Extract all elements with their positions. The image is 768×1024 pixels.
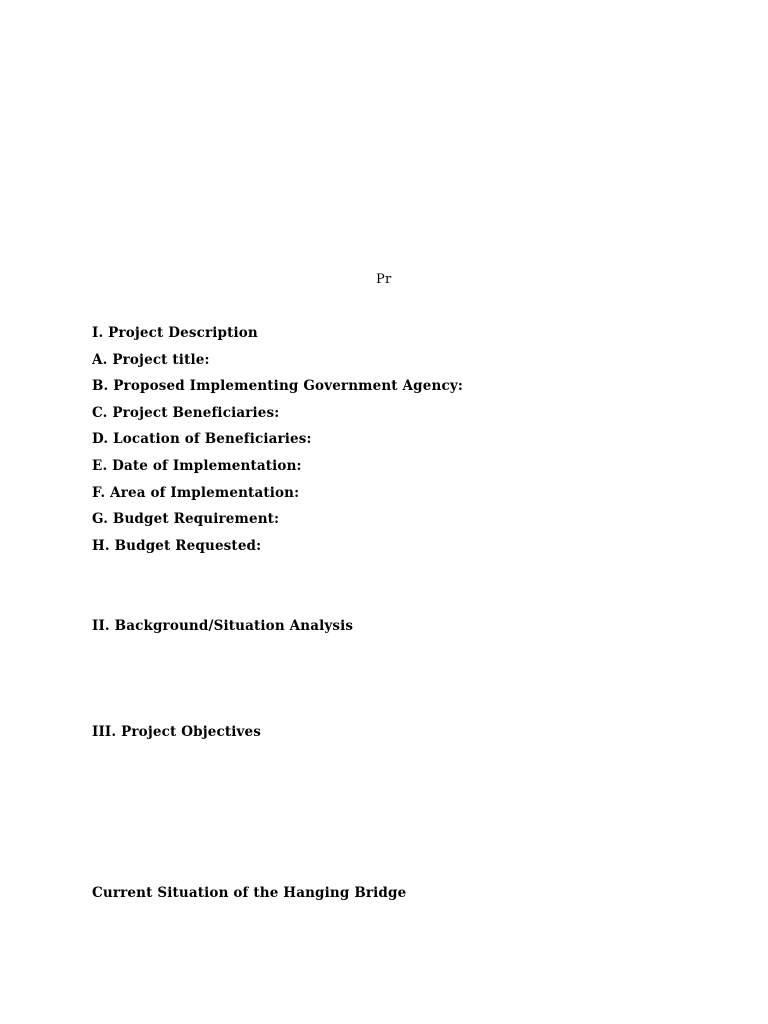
item-budget-requirement: G. Budget Requirement: [92,511,280,527]
header-fragment: Pr [376,272,392,287]
section-heading-objectives: III. Project Objectives [92,724,261,740]
item-location-of-beneficiaries: D. Location of Beneficiaries: [92,431,312,447]
section-heading-project-description: I. Project Description [92,325,258,341]
section-heading-hanging-bridge: Current Situation of the Hanging Bridge [92,885,407,901]
item-budget-requested: H. Budget Requested: [92,538,262,554]
item-date-of-implementation: E. Date of Implementation: [92,458,302,474]
section-heading-background: II. Background/Situation Analysis [92,618,354,634]
item-project-title: A. Project title: [92,352,210,368]
item-project-beneficiaries: C. Project Beneficiaries: [92,405,280,421]
item-area-of-implementation: F. Area of Implementation: [92,485,300,501]
item-implementing-agency: B. Proposed Implementing Government Agency: [92,378,463,394]
